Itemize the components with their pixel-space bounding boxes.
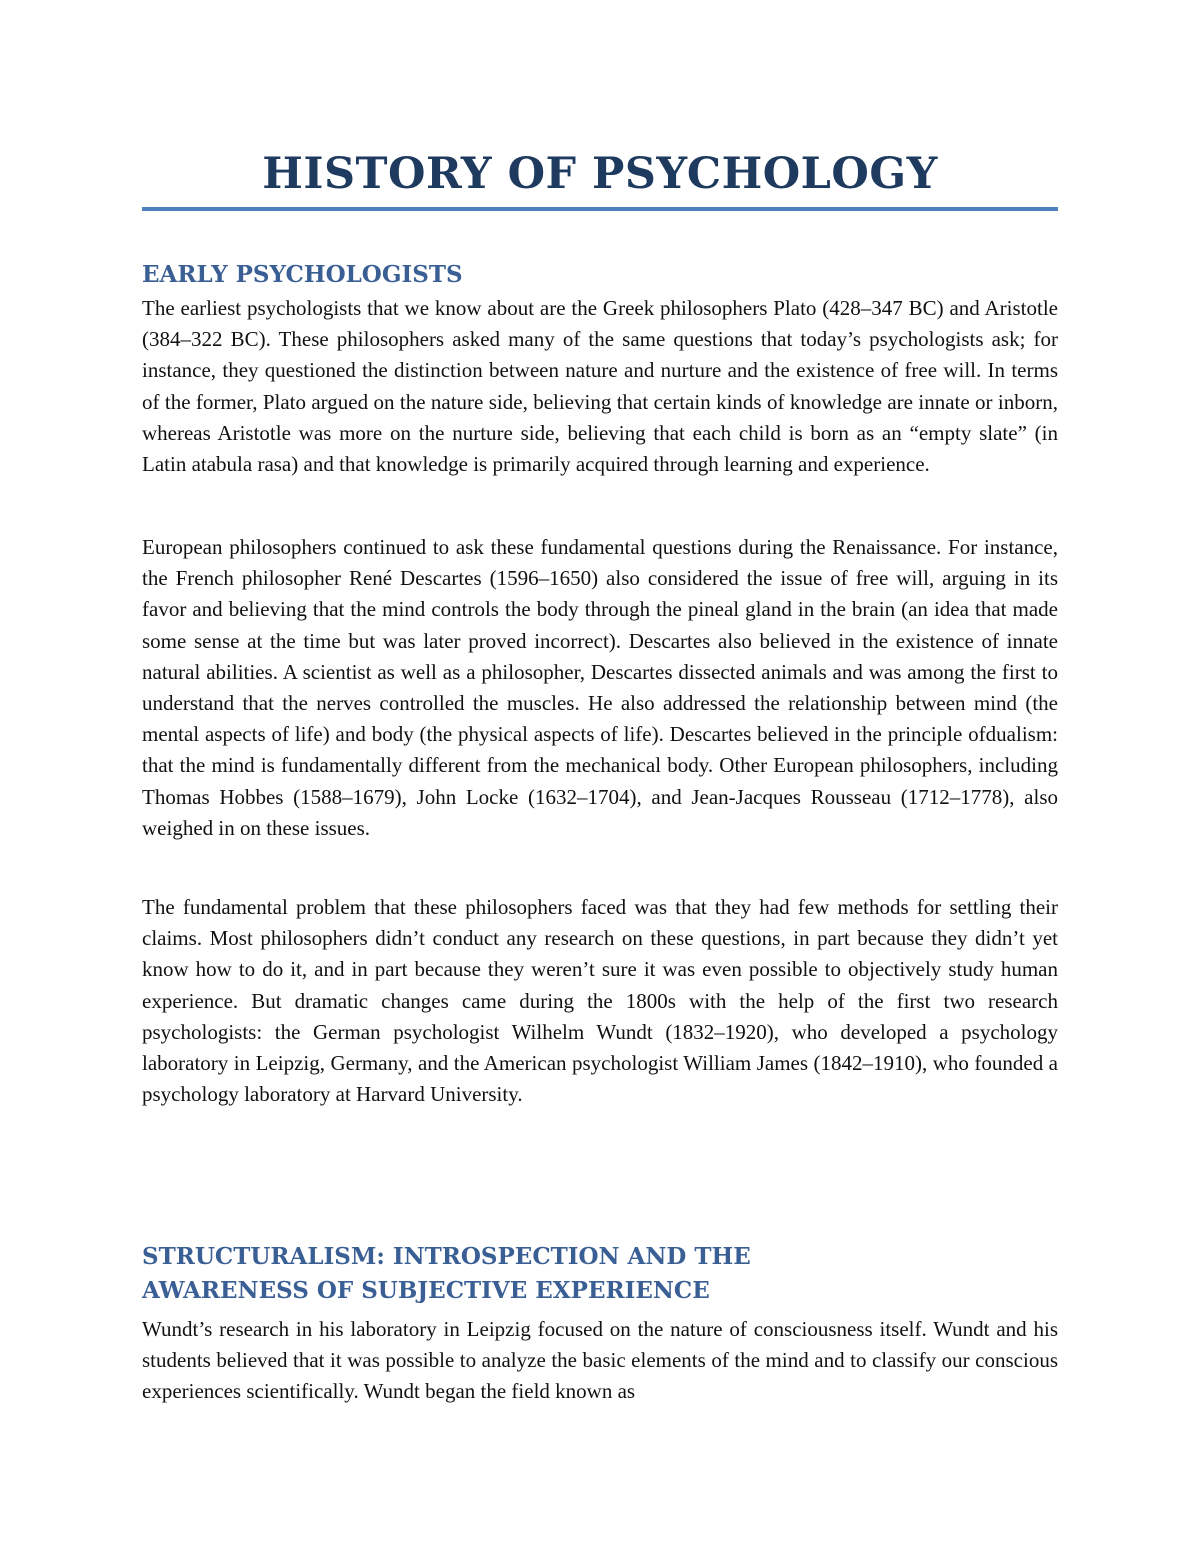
section-heading-structuralism: STRUCTURALISM: INTROSPECTION AND THE AWARENESS OF SUBJECTIVE EXPERIENCE (142, 1243, 751, 1304)
title-underline-rule (142, 207, 1058, 211)
page-title: HISTORY OF PSYCHOLOGY (262, 149, 938, 199)
paragraph-early-3: The fundamental problem that these philosophers faced was that they had few methods for settling their claims. Most philosophers didn’t conduct any research on these questions, in part because they didn’t yet know how to do it, and in part because they weren’t sure it was even possible to objectively study human experience. But dramatic changes came during the 1800s with the help of the first two research psychologists: the German psychologist Wilhelm Wundt (1832–1920), who developed a psychology laboratory in Leipzig, Germany, and the American psychologist William James (1842–1910), who founded a psychology laboratory at Harvard University. (142, 895, 1058, 1107)
paragraph-structuralism-1: Wundt’s research in his laboratory in Leipzig focused on the nature of consciousness itself. Wundt and his students believed that it was possible to analyze the basic elements of the mind and to classify our conscious experiences scientifically. Wundt began the field known as (142, 1317, 1058, 1404)
paragraph-early-1: The earliest psychologists that we know about are the Greek philosophers Plato (428–347 BC) and Aristotle (384–322 BC). These philosophers asked many of the same questions that today’s psychologists ask; for instance, they questioned the distinction between nature and nurture and the existence of free will. In terms of the former, Plato argued on the nature side, believing that certain kinds of knowledge are innate or inborn, whereas Aristotle was more on the nurture side, believing that each child is born as an “empty slate” (in Latin atabula rasa) and that knowledge is primarily acquired through learning and experience. (142, 296, 1058, 477)
section-heading-early-psychologists: EARLY PSYCHOLOGISTS (142, 261, 463, 288)
paragraph-early-2: European philosophers continued to ask these fundamental questions during the Renaissance. For instance, the French philosopher René Descartes (1596–1650) also considered the issue of free will, arguing in its favor and believing that the mind controls the body through the pineal gland in the brain (an idea that made some sense at the time but was later proved incorrect). Descartes also believed in the existence of innate natural abilities. A scientist as well as a philosopher, Descartes dissected animals and was among the first to understand that the nerves controlled the muscles. He also addressed the relationship between mind (the mental aspects of life) and body (the physical aspects of life). Descartes believed in the principle ofdualism: that the mind is fundamentally different from the mechanical body. Other European philosophers, including Thomas Hobbes (1588–1679), John Locke (1632–1704), and Jean-Jacques Rousseau (1712–1778), also weighed in on these issues. (142, 535, 1058, 840)
